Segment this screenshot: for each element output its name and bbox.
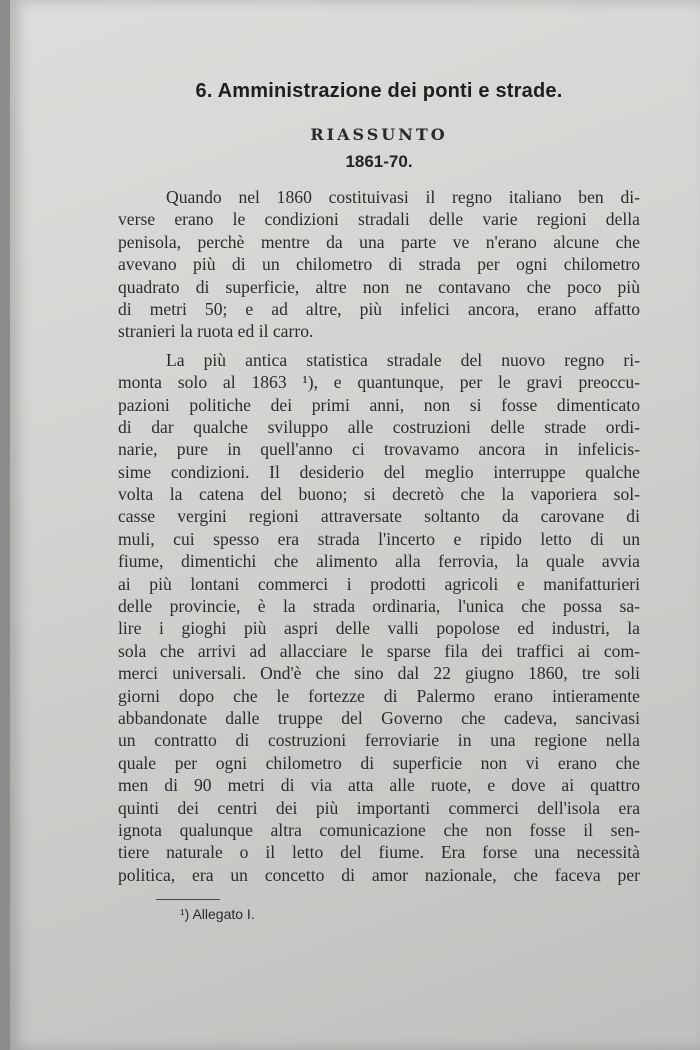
footnote-rule (156, 899, 220, 900)
text-line: quadrato di superficie, altre non ne contavano che poco più (118, 276, 640, 297)
text-line: ai più lontani commerci i prodotti agricoli e manifatturieri (118, 573, 640, 594)
text-line: sola che arrivi ad allacciare le sparse fila dei traffici ai com- (118, 640, 640, 661)
text-line: abbandonate dalle truppe del Governo che cadeva, sancivasi (118, 707, 640, 728)
text-line: avevano più di un chilometro di strada per ogni chilometro (118, 254, 640, 275)
text-line: stranieri la ruota ed il carro. (118, 321, 314, 342)
text-line: tiere naturale o il letto del fiume. Era forse una necessità (118, 842, 640, 863)
text-line: di metri 50; e ad altre, più infelici ancora, erano affatto (118, 298, 640, 319)
text-line: lire i gioghi più aspri delle valli popolose ed industri, la (118, 618, 640, 639)
text-line: sime condizioni. Il desiderio del meglio interruppe qualche (118, 461, 640, 482)
text-line: quinti dei centri dei più importanti commerci dell'isola era (118, 797, 640, 818)
text-line: verse erano le condizioni stradali delle varie regioni della (118, 209, 640, 230)
text-line: muli, cui spesso era strada l'incerto e ripido letto di un (118, 528, 640, 549)
body-text (118, 186, 640, 886)
text-line: giorni dopo che le fortezze di Palermo erano intieramente (118, 685, 640, 706)
text-line: Quando nel 1860 costituivasi il regno italiano ben di- (166, 187, 640, 207)
text-line: monta solo al 1863 ¹), e quantunque, per le gravi preoccu- (118, 372, 640, 393)
paragraph-1 (118, 186, 640, 343)
text-line: delle provincie, è la strada ordinaria, l'unica che possa sa- (118, 596, 640, 617)
paragraph-2 (118, 349, 640, 886)
text-line: men di 90 metri di via atta alle ruote, e dove ai quattro (118, 775, 640, 796)
text-line: di dar qualche sviluppo alle costruzioni delle strade ordi- (118, 416, 640, 437)
year-range: 1861-70. (345, 152, 413, 171)
text-line: casse vergini regioni attraversate soltanto da carovane di (118, 506, 640, 527)
book-page (10, 0, 700, 1050)
text-line: ignota qualunque altra comunicazione che non fosse il sen- (118, 819, 640, 840)
text-line: quale per ogni chilometro di superficie non vi erano che (118, 752, 640, 773)
text-line: narie, pure in quell'anno ci trovavamo ancora in infelicis- (118, 439, 640, 460)
text-line: volta la catena del buono; si decretò che la vaporiera sol- (118, 484, 640, 505)
text-line: fiume, dimentichi che alimento alla ferrovia, la quale avvia (118, 551, 640, 572)
text-line: pazioni politiche dei primi anni, non si fosse dimenticato (118, 394, 640, 415)
text-line: La più antica statistica stradale del nuovo regno ri- (166, 349, 640, 370)
text-line: penisola, perchè mentre da una parte ve n'erano alcune che (118, 231, 640, 252)
text-line: un contratto di costruzioni ferroviarie in una regione nella (118, 730, 640, 751)
chapter-heading: 6. Amministrazione dei ponti e strade. (195, 80, 563, 102)
footnote: ¹) Allegato I. (180, 906, 255, 922)
section-subheading: RIASSUNTO (310, 125, 448, 144)
text-line: politica, era un concetto di amor nazionale, che faceva per (118, 864, 640, 885)
text-line: merci universali. Ond'è che sino dal 22 giugno 1860, tre soli (118, 663, 640, 684)
